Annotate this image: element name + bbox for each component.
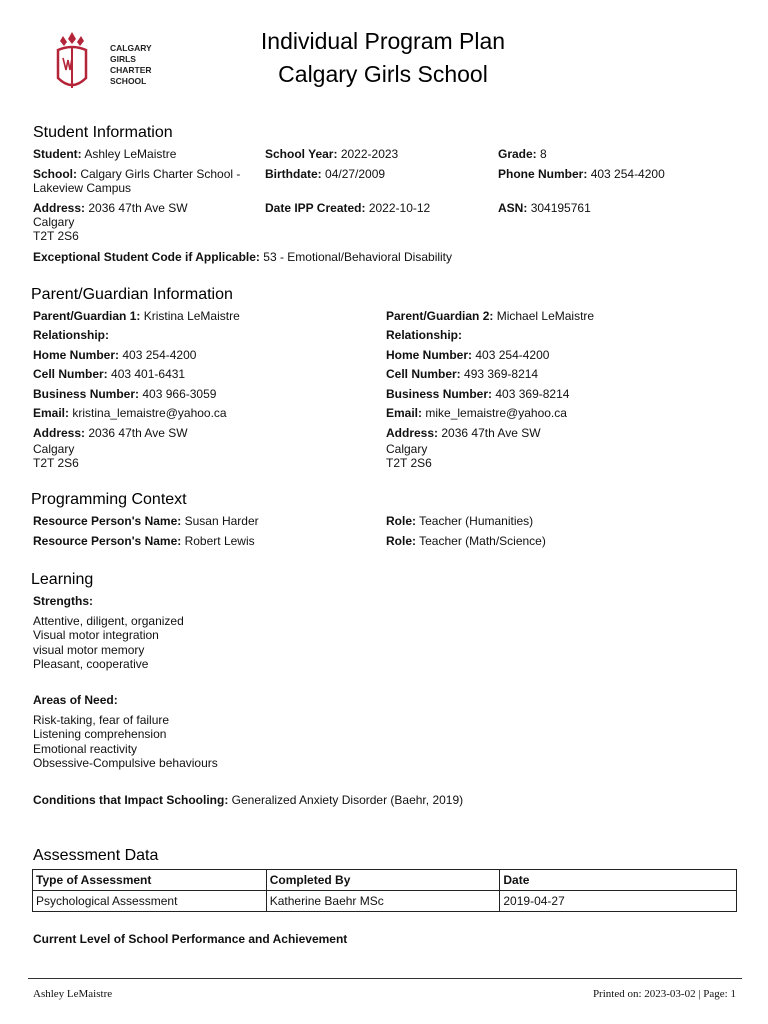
parent1-cell-number-field: Cell Number: 403 401-6431 <box>33 367 186 381</box>
conditions-field: Conditions that Impact Schooling: Generalized Anxiety Disorder (Baehr, 2019) <box>33 793 464 807</box>
resource-person-field: Resource Person's Name: Robert Lewis <box>33 534 255 548</box>
need-item: Obsessive-Compulsive behaviours <box>33 756 218 770</box>
student-field: Student: Ashley LeMaistre <box>33 147 177 161</box>
parent2-address-field: Address: 2036 47th Ave SW <box>386 426 541 440</box>
document-title: Individual Program Plan <box>260 28 506 54</box>
column-header: Type of Assessment <box>33 870 267 891</box>
grade-field: Grade: 8 <box>498 147 547 161</box>
strength-item: visual motor memory <box>33 643 145 657</box>
need-item: Listening comprehension <box>33 727 167 741</box>
column-header: Completed By <box>266 870 500 891</box>
need-item: Risk-taking, fear of failure <box>33 713 170 727</box>
parent1-address-line: T2T 2S6 <box>33 456 79 470</box>
assessment-table <box>32 869 737 912</box>
strength-item: Pleasant, cooperative <box>33 657 149 671</box>
section-heading-assessment-data: Assessment Data <box>33 847 159 864</box>
table-row <box>33 891 737 912</box>
footer-print-info: Printed on: 2023-03-02 | Page: 1 <box>592 988 736 1000</box>
parent1-home-number-field: Home Number: 403 254-4200 <box>33 348 197 362</box>
table-cell: 2019-04-27 <box>500 891 737 912</box>
logo-text-line: CALGARY <box>110 43 152 53</box>
logo-text-line: CHARTER <box>110 65 152 75</box>
strength-item: Visual motor integration <box>33 628 159 642</box>
need-item: Emotional reactivity <box>33 742 138 756</box>
section-heading-learning: Learning <box>31 571 94 588</box>
logo-text-line: SCHOOL <box>110 76 147 86</box>
section-heading-parent-guardian: Parent/Guardian Information <box>31 286 233 303</box>
strength-item: Attentive, diligent, organized <box>33 614 184 628</box>
date-ipp-created-field: Date IPP Created: 2022-10-12 <box>265 201 431 215</box>
parent2-name-field: Parent/Guardian 2: Michael LeMaistre <box>386 309 595 323</box>
section-heading-programming-context: Programming Context <box>31 491 187 508</box>
strengths-label: Strengths: <box>33 594 93 608</box>
footer-student-name: Ashley LeMaistre <box>33 988 113 1000</box>
parent2-business-number-field: Business Number: 403 369-8214 <box>386 387 570 401</box>
column-header: Date <box>500 870 737 891</box>
footer-divider <box>28 978 742 979</box>
school-field: School: Calgary Girls Charter School - <box>33 167 241 181</box>
logo-emblem-icon <box>52 30 92 96</box>
parent2-email-field: Email: mike_lemaistre@yahoo.ca <box>386 406 567 420</box>
parent1-email-field: Email: kristina_lemaistre@yahoo.ca <box>33 406 227 420</box>
school-field-continued: Lakeview Campus <box>33 181 132 195</box>
parent1-address-field: Address: 2036 47th Ave SW <box>33 426 188 440</box>
table-cell: Katherine Baehr MSc <box>266 891 500 912</box>
asn-field: ASN: 304195761 <box>498 201 591 215</box>
address-field: Address: 2036 47th Ave SW <box>33 201 188 215</box>
parent2-address-line: T2T 2S6 <box>386 456 432 470</box>
areas-of-need-label: Areas of Need: <box>33 693 118 707</box>
resource-role-field: Role: Teacher (Humanities) <box>386 514 534 528</box>
parent1-relationship-field: Relationship: <box>33 328 110 342</box>
section-heading-student-information: Student Information <box>33 124 173 141</box>
parent2-relationship-field: Relationship: <box>386 328 463 342</box>
resource-person-field: Resource Person's Name: Susan Harder <box>33 514 259 528</box>
parent2-cell-number-field: Cell Number: 493 369-8214 <box>386 367 539 381</box>
resource-role-field: Role: Teacher (Math/Science) <box>386 534 546 548</box>
school-logo <box>52 30 172 96</box>
address-line: T2T 2S6 <box>33 229 79 243</box>
birthdate-field: Birthdate: 04/27/2009 <box>265 167 386 181</box>
parent2-address-line: Calgary <box>386 442 428 456</box>
logo-text-line: GIRLS <box>110 54 136 64</box>
parent1-name-field: Parent/Guardian 1: Kristina LeMaistre <box>33 309 240 323</box>
school-year-field: School Year: 2022-2023 <box>265 147 399 161</box>
parent1-business-number-field: Business Number: 403 966-3059 <box>33 387 217 401</box>
table-cell: Psychological Assessment <box>33 891 267 912</box>
current-level-heading: Current Level of School Performance and Achievement <box>33 932 348 946</box>
parent1-address-line: Calgary <box>33 442 75 456</box>
exceptional-student-code-field: Exceptional Student Code if Applicable: 53 - Emotional/Behavioral Disability <box>33 250 453 264</box>
table-header-row <box>33 870 737 891</box>
address-line: Calgary <box>33 215 75 229</box>
phone-field: Phone Number: 403 254-4200 <box>498 167 665 181</box>
parent2-home-number-field: Home Number: 403 254-4200 <box>386 348 550 362</box>
document-subtitle: Calgary Girls School <box>278 61 488 87</box>
